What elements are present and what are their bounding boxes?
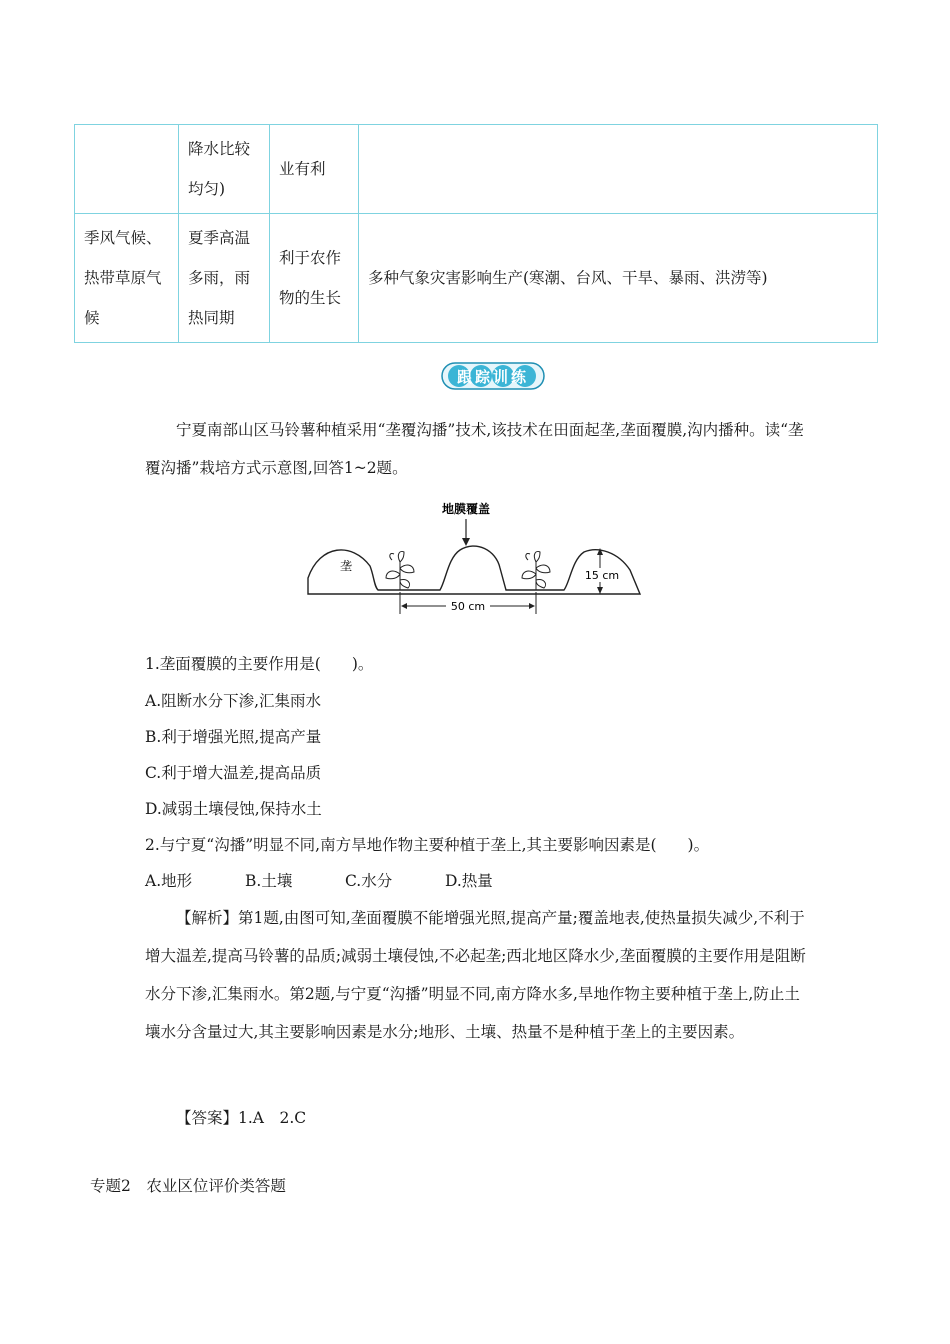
ridge-label: 垄 bbox=[340, 559, 353, 573]
cell-line: 季风气候、 bbox=[84, 229, 162, 247]
cell-line: 热带草原气 bbox=[84, 269, 162, 287]
cell-line: 均匀) bbox=[188, 180, 226, 198]
table-cell-feature bbox=[179, 214, 270, 343]
intro-paragraph: 宁夏南部山区马铃薯种植采用“垄覆沟播”技术,该技术在田面起垄,垄面覆膜,沟内播种。读“垄覆沟播”栽培方式示意图,回答1~2题。 bbox=[145, 421, 804, 477]
table-cell-disadvantage: 多种气象灾害影响生产(寒潮、台风、干旱、暴雨、洪涝等) bbox=[359, 214, 878, 343]
q1-option-c: C.利于增大温差,提高品质 bbox=[145, 764, 322, 782]
ridge-furrow-diagram bbox=[300, 498, 645, 620]
practice-banner bbox=[441, 362, 545, 390]
table-cell-climate bbox=[75, 214, 179, 343]
width-arrow-right bbox=[529, 603, 535, 609]
q1-option-a: A.阻断水分下渗,汇集雨水 bbox=[145, 692, 322, 710]
cell-line: 物的生长 bbox=[279, 289, 342, 307]
q2-option-a: A.地形 bbox=[145, 872, 193, 890]
table-cell-disadvantage bbox=[359, 125, 878, 214]
cell-line: 多雨，雨 bbox=[188, 269, 251, 287]
width-label: 50 cm bbox=[450, 600, 486, 613]
table-row bbox=[75, 125, 878, 214]
table-cell-advantage bbox=[270, 214, 359, 343]
cell-line: 夏季高温 bbox=[188, 229, 251, 247]
section-heading: 专题2 农业区位评价类答题 bbox=[90, 1177, 286, 1195]
q2-option-c: C.水分 bbox=[345, 872, 393, 890]
banner-label: 跟踪训练 bbox=[456, 367, 529, 386]
table-cell-advantage: 业有利 bbox=[270, 125, 359, 214]
answer-line: 【答案】1.A 2.C bbox=[176, 1109, 307, 1127]
height-label: 15 cm bbox=[584, 569, 620, 582]
table-cell-climate bbox=[75, 125, 179, 214]
cell-line: 热同期 bbox=[188, 309, 235, 327]
climate-agriculture-table bbox=[74, 124, 878, 343]
q2-stem: 2.与宁夏“沟播”明显不同,南方旱地作物主要种植于垄上,其主要影响因素是( )。 bbox=[145, 836, 710, 854]
cell-line: 降水比较 bbox=[188, 140, 251, 158]
q1-stem: 1.垄面覆膜的主要作用是( )。 bbox=[145, 655, 374, 673]
cell-line: 利于农作 bbox=[279, 249, 342, 267]
film-arrowhead bbox=[462, 538, 470, 546]
q1-option-b: B.利于增强光照,提高产量 bbox=[145, 728, 322, 746]
plant-right bbox=[522, 551, 550, 590]
q1-option-d: D.减弱土壤侵蚀,保持水土 bbox=[145, 800, 322, 818]
q2-option-d: D.热量 bbox=[445, 872, 493, 890]
film-label: 地膜覆盖 bbox=[441, 502, 491, 516]
table-row bbox=[75, 214, 878, 343]
width-arrow-left bbox=[401, 603, 407, 609]
q2-option-b: B.土壤 bbox=[245, 872, 293, 890]
analysis-paragraph: 【解析】第1题,由图可知,垄面覆膜不能增强光照,提高产量;覆盖地表,使热量损失减少,不利于增大温差,提高马铃薯的品质;减弱土壤侵蚀,不必起垄;西北地区降水少,垄面覆膜的主要作用是阻断水分下渗,汇集雨水。第2题,与宁夏“沟播”明显不同,南方降水多,旱地作物主要种植于垄上,防止土壤水分含量过大,其主要影响因素是水分;地形、土壤、热量不是种植于垄上的主要因素。 bbox=[145, 909, 806, 1041]
cell-line: 候 bbox=[84, 309, 100, 327]
table-cell-feature bbox=[179, 125, 270, 214]
q2-options bbox=[145, 869, 493, 891]
plant-left bbox=[386, 551, 414, 590]
